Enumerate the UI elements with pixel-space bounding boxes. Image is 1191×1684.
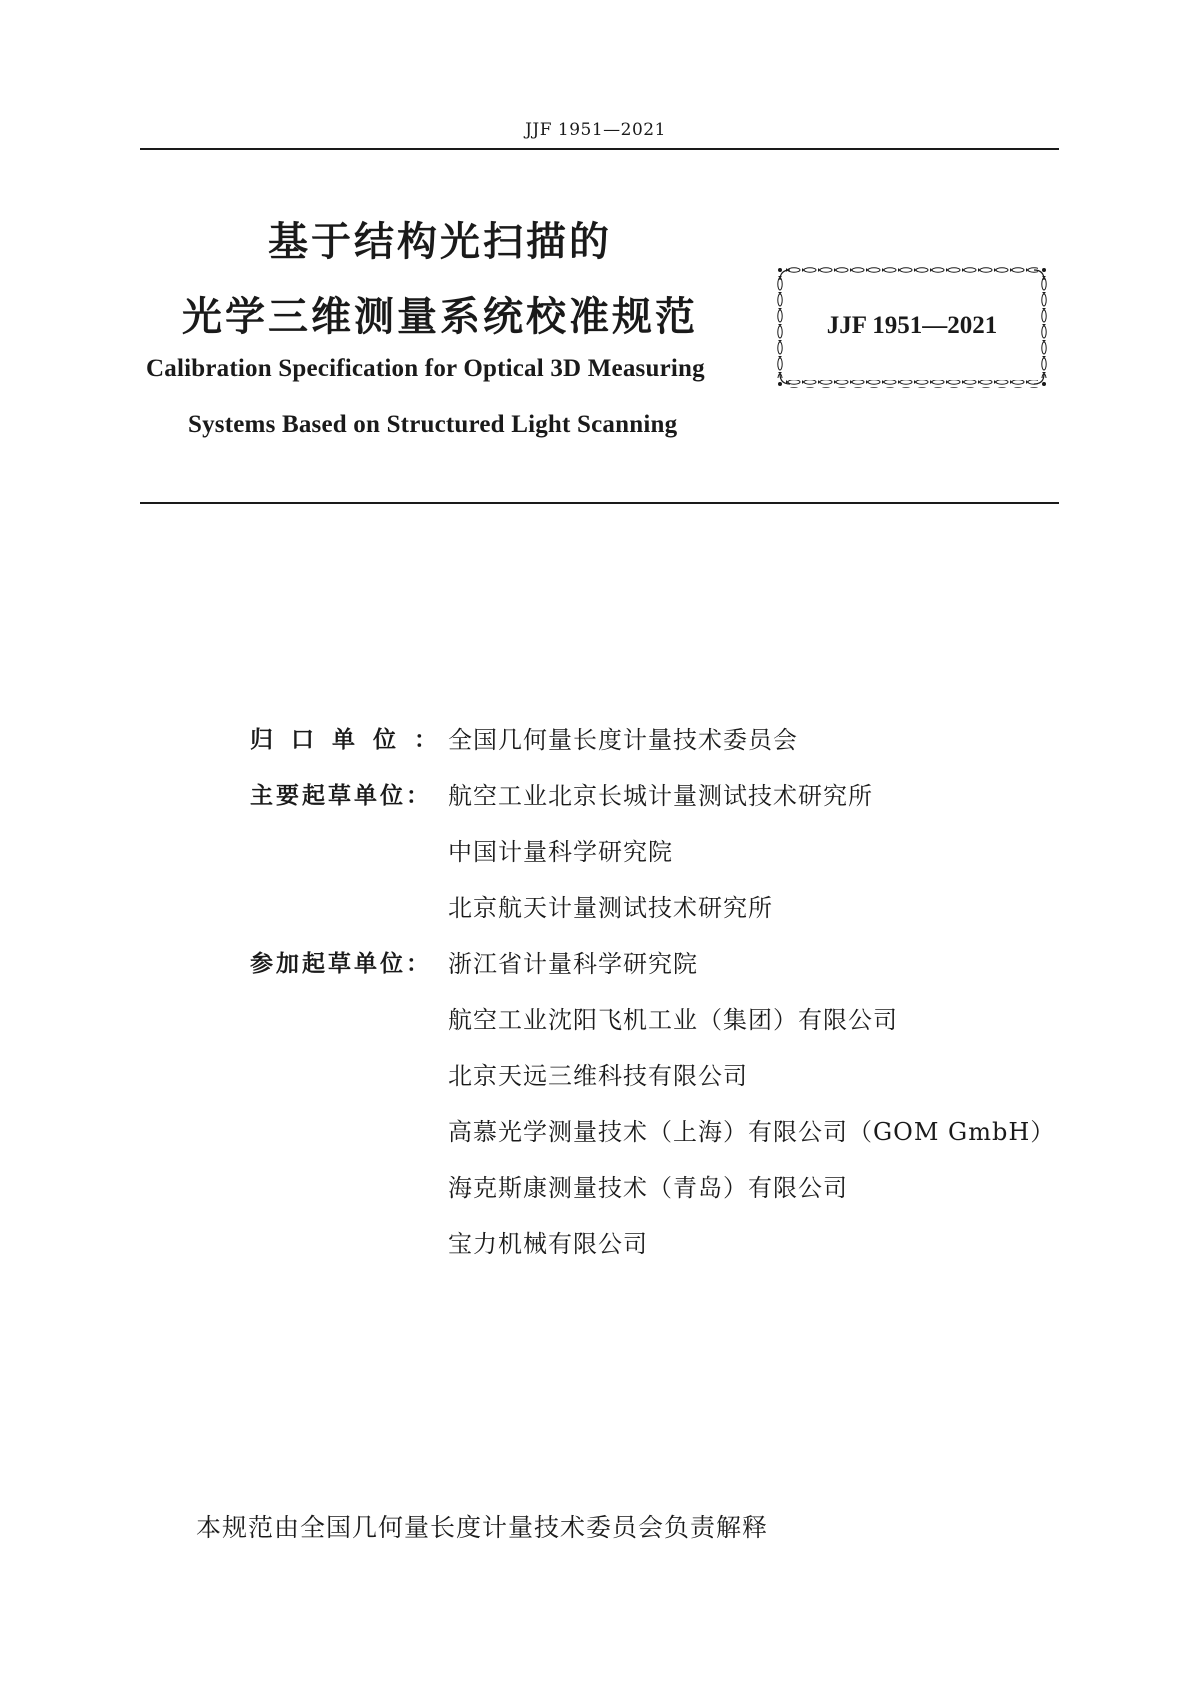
running-header-code: JJF 1951—2021	[525, 120, 666, 140]
standard-code-box	[776, 266, 1048, 388]
main-drafter-label: 主要起草单位：	[250, 783, 432, 809]
participating-drafter-unit: 浙江省计量科学研究院	[448, 950, 698, 978]
title-cn-line2: 光学三维测量系统校准规范	[182, 294, 698, 340]
participating-drafter-unit: 宝力机械有限公司	[448, 1230, 648, 1258]
bottom-rule	[140, 502, 1059, 504]
top-rule	[140, 148, 1059, 150]
participating-drafter-unit: 北京天远三维科技有限公司	[448, 1062, 748, 1090]
main-drafter-unit: 航空工业北京长城计量测试技术研究所	[448, 782, 873, 810]
participating-drafter-unit: 高慕光学测量技术（上海）有限公司（GOM GmbH）	[448, 1118, 1056, 1146]
interpretation-note: 本规范由全国几何量长度计量技术委员会负责解释	[196, 1513, 769, 1542]
standard-code: JJF 1951—2021	[826, 312, 998, 339]
participating-drafter-label: 参加起草单位：	[250, 951, 432, 977]
title-en-line1: Calibration Specification for Optical 3D Measuring	[146, 355, 705, 382]
title-cn-line1: 基于结构光扫描的	[268, 219, 612, 265]
participating-drafter-unit: 航空工业沈阳飞机工业（集团）有限公司	[448, 1006, 898, 1034]
responsible-unit-value: 全国几何量长度计量技术委员会	[448, 726, 798, 754]
main-drafter-unit: 中国计量科学研究院	[448, 838, 673, 866]
participating-drafter-unit: 海克斯康测量技术（青岛）有限公司	[448, 1174, 848, 1202]
main-drafter-unit: 北京航天计量测试技术研究所	[448, 894, 773, 922]
title-en-line2: Systems Based on Structured Light Scanning	[188, 411, 678, 438]
responsible-unit-label: 归口单位：	[250, 727, 455, 753]
